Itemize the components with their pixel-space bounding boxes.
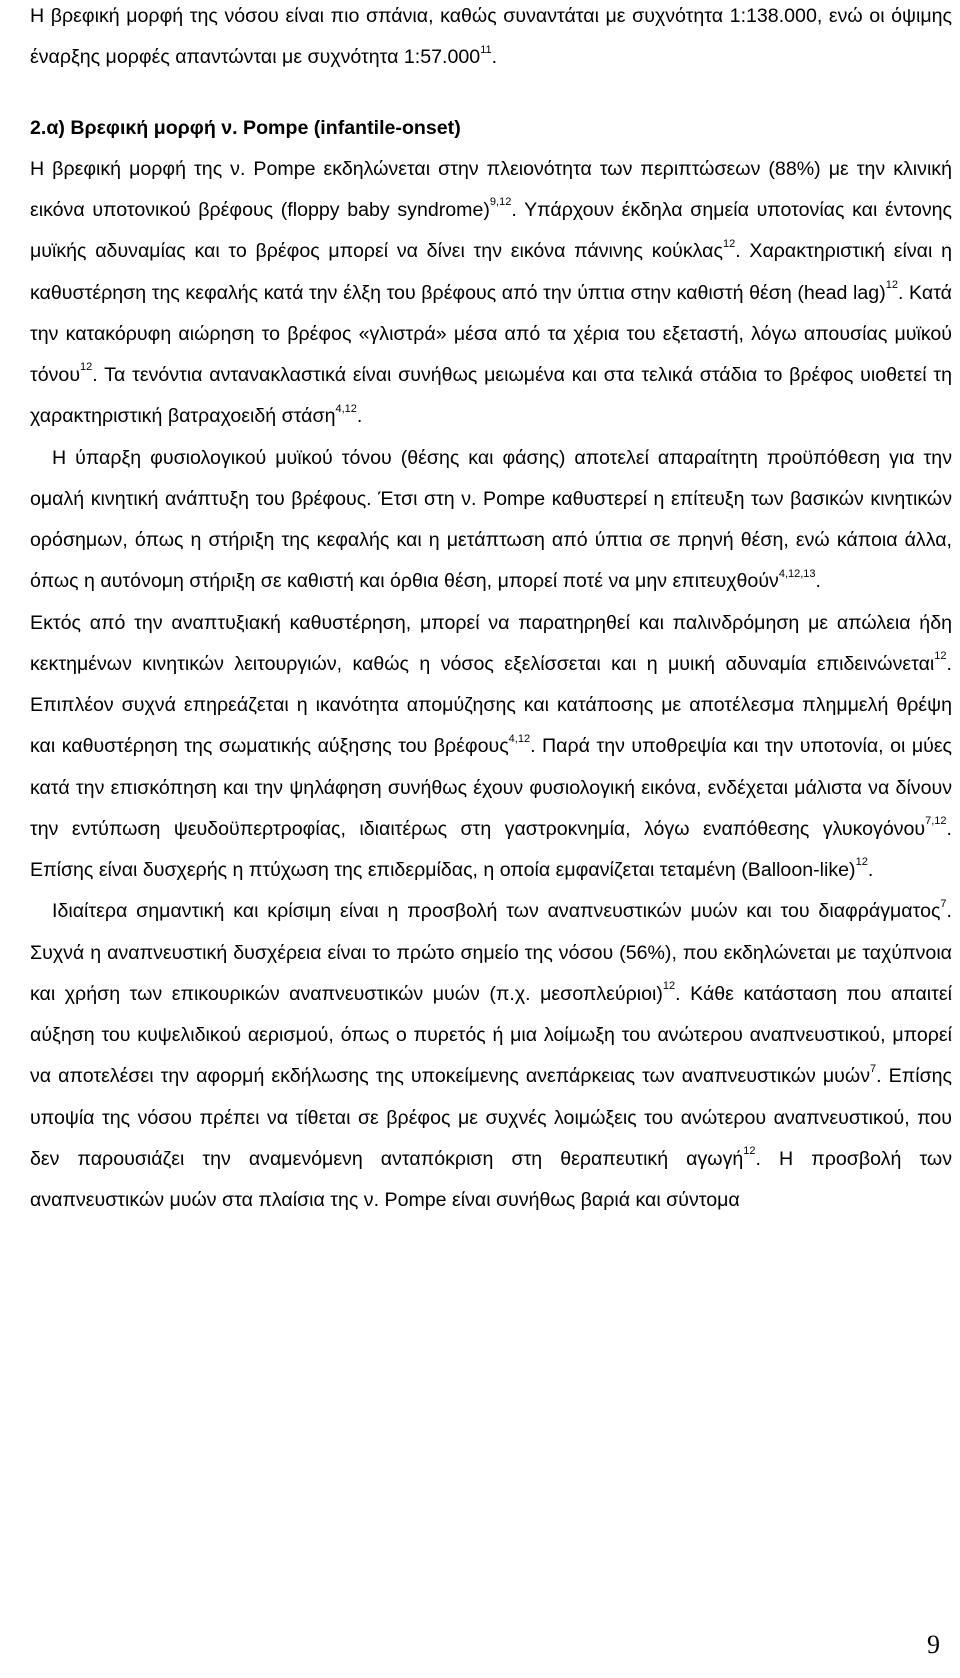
paragraph-text: . Τα τενόντια αντανακλαστικά είναι συνήθως μειωμένα και στα τελικά στάδια το βρέφος υιοθετεί τη χαρακτηριστική βατραχοειδή στάση — [30, 364, 952, 428]
citation: 12 — [934, 650, 947, 663]
citation: 9,12 — [489, 196, 512, 209]
citation: 4,12,13 — [778, 567, 816, 580]
citation: 7 — [940, 897, 947, 910]
citation: 4,12 — [508, 732, 531, 745]
paragraph-text: . Χαρακτηριστική είναι η καθυστέρηση της κεφαλής κατά την έλξη του βρέφους από την ύπτια στην καθιστή θέση (head lag) — [30, 240, 952, 304]
citation: 11 — [480, 43, 492, 56]
citation: 12 — [722, 237, 736, 250]
paragraph-text: . Κάθε κατάσταση που απαιτεί αύξηση του κυψελιδικού αερισμού, όπως ο πυρετός ή μια λοίμωξη του ανώτερου αναπνευστικού, μπορεί να αποτελέσει την αφορμή εκδήλωσης της υποκείμενης ανεπάρκειας των αναπνευστικών μυών — [30, 982, 952, 1088]
paragraph-text: . Επιπλέον συχνά επηρεάζεται η ικανότητα απομύζησης και κατάποσης με αποτέλεσμα πλημμελή θρέψη και καθυστέρηση της σωματικής αύξησης του βρέφους — [30, 652, 952, 758]
paragraph-3 — [30, 603, 952, 892]
paragraph-text: . Η προσβολή των αναπνευστικών μυών στα πλαίσια της ν. Pompe είναι συνήθως βαριά και σύντομα — [30, 1147, 952, 1211]
page-number: 9 — [927, 1630, 940, 1659]
citation: 4,12 — [335, 402, 357, 415]
paragraph-text: . Επίσης είναι δυσχερής η πτύχωση της επιδερμίδας, η οποία εμφανίζεται τεταμένη (Balloon-like) — [30, 817, 952, 881]
paragraph-1 — [30, 149, 952, 438]
section-heading: 2.α) Βρεφική μορφή ν. Pompe (infantile-onset) — [30, 116, 461, 139]
paragraph-text: . — [867, 859, 874, 881]
paragraph-text: . Υπάρχουν έκδηλα σημεία υποτονίας και έντονης μυϊκής αδυναμίας και το βρέφος μπορεί να δίνει την εικόνα πάνινης κούκλας — [30, 199, 952, 263]
intro-paragraph — [30, 0, 952, 79]
paragraph-text: Εκτός από την αναπτυξιακή καθυστέρηση, μπορεί να παρατηρηθεί και παλινδρόμηση με απώλεια ήδη κεκτημένων κινητικών λειτουργιών, καθώς η νόσος εξελίσσεται και η μυική αδυναμία επιδεινώνεται — [30, 611, 952, 675]
paragraph-text: . Συχνά η αναπνευστική δυσχέρεια είναι το πρώτο σημείο της νόσου (56%), που εκδηλώνεται με ταχύπνοια και χρήση των επικουρικών αναπνευστικών μυών (π.χ. μεσοπλεύριοι) — [30, 900, 952, 1005]
paragraph-text: Η βρεφική μορφή της ν. Pompe εκδηλώνεται στην πλειονότητα των περιπτώσεων (88%) με την κλινική εικόνα υποτονικού βρέφους (floppy baby syndrome) — [30, 157, 952, 221]
citation: 12 — [885, 278, 898, 291]
paragraph-text: . — [356, 405, 363, 428]
citation: 7 — [870, 1062, 877, 1075]
citation: 12 — [743, 1145, 756, 1158]
citation: 12 — [662, 980, 676, 993]
document-body — [30, 0, 952, 1221]
paragraph-text: Η ύπαρξη φυσιολογικού μυϊκού τόνου (θέσης και φάσης) αποτελεί απαραίτητη προϋπόθεση για την ομαλή κινητική ανάπτυξη του βρέφους. Έτσι στη ν. Pompe καθυστερεί η επίτευξη των βασικών κινητικών ορόσημων, όπως η στήριξη της κεφαλής και η μετάπτωση από ύπτια σε πρηνή θέση, ενώ κάποια άλλα, όπως η αυτόνομη στήριξη σε καθιστή και όρθια θέση, μπορεί ποτέ να μην επιτευχθούν — [30, 446, 952, 593]
paragraph-text: . — [815, 570, 821, 593]
citation: 12 — [80, 361, 93, 374]
paragraph-text: . Κατά την κατακόρυφη αιώρηση το βρέφος «γλιστρά» μέσα από τα χέρια του εξεταστή, λόγω απουσίας μυϊκού τόνου — [30, 281, 952, 386]
citation: 7,12 — [925, 815, 947, 828]
paragraph-text: . Παρά την υποθρεψία και την υποτονία, οι μύες κατά την επισκόπηση και την ψηλάφηση συνήθως έχουν φυσιολογική εικόνα, ενδέχεται μάλιστα να δίνουν την εντύπωση ψευδοϋπερτροφίας, ιδιαιτέρως στη γαστροκνημία, λόγω εναπόθεσης γλυκογόνου — [30, 735, 953, 840]
paragraph-4 — [30, 891, 952, 1221]
paragraph-text: . Επίσης υποψία της νόσου πρέπει να τίθεται σε βρέφος με συχνές λοιμώξεις του ανώτερου αναπνευστικού, που δεν παρουσιάζει την αναμενόμενη ανταπόκριση στη θεραπευτική αγωγή — [30, 1065, 952, 1170]
paragraph-text: Ιδιαίτερα σημαντική και κρίσιμη είναι η προσβολή των αναπνευστικών μυών και του διαφράγματος — [52, 900, 941, 923]
paragraph-2 — [30, 438, 952, 603]
intro-text: Η βρεφική μορφή της νόσου είναι πιο σπάνια, καθώς συναντάται με συχνότητα 1:138.000, ενώ οι όψιμης έναρξης μορφές απαντώνται με συχνότητα 1:57.000 — [30, 5, 952, 69]
intro-text-end: . — [491, 46, 498, 69]
citation: 12 — [855, 856, 868, 869]
